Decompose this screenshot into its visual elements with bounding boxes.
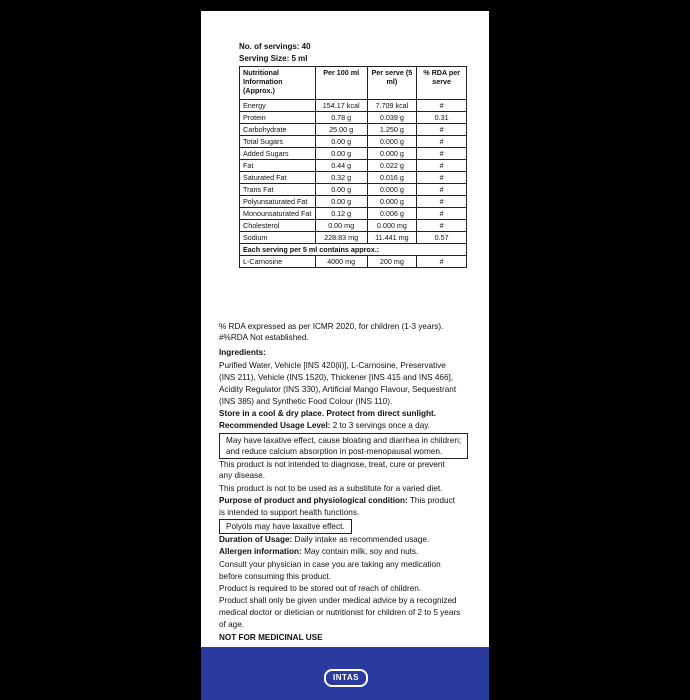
ingredients-line: (INS 385) and Synthetic Food Colour (INS 110). — [219, 397, 393, 406]
medical-line: of age. — [219, 620, 245, 629]
row-rda: # — [417, 100, 467, 112]
row-rda: # — [417, 184, 467, 196]
row-perserve: 0.039 g — [367, 112, 417, 124]
serving-size: Serving Size: 5 ml — [239, 54, 308, 63]
row-perserve: 1.250 g — [367, 124, 417, 136]
row-per100: 0.12 g — [315, 208, 367, 220]
usage-value: 2 to 3 servings once a day. — [330, 421, 431, 430]
table-row — [240, 208, 467, 220]
table-row — [240, 136, 467, 148]
product-label — [201, 11, 489, 700]
usage-label: Recommended Usage Level: — [219, 421, 331, 430]
row-rda: 0.31 — [417, 112, 467, 124]
substitute-note: This product is not to be used as a substitute for a varied diet. — [219, 484, 443, 493]
disclaimer-line: any disease. — [219, 471, 265, 480]
row-perserve: 0.000 g — [367, 148, 417, 160]
purpose-value: This product — [407, 496, 455, 505]
row-name: Sodium — [240, 232, 316, 244]
row-name: Cholesterol — [240, 220, 316, 232]
row-name: Carbohydrate — [240, 124, 316, 136]
row-per100: 0.00 g — [315, 148, 367, 160]
rda-na-note: #%RDA Not established. — [219, 333, 309, 342]
table-row — [240, 160, 467, 172]
row-per100: 228.83 mg — [315, 232, 367, 244]
warning-box — [219, 433, 468, 459]
warning-box-frame — [219, 433, 468, 459]
row-name: Protein — [240, 112, 316, 124]
row-perserve: 0.000 g — [367, 184, 417, 196]
allergen-line — [219, 546, 484, 557]
row-perserve: 7.709 kcal — [367, 100, 417, 112]
row-rda: # — [417, 160, 467, 172]
col-head-rda: % RDA per serve — [417, 67, 467, 100]
nutrition-table — [239, 66, 467, 268]
children-note: Product is required to be stored out of reach of children. — [219, 584, 422, 593]
row-name: Fat — [240, 160, 316, 172]
row-name: Saturated Fat — [240, 172, 316, 184]
row-name: Polyunsaturated Fat — [240, 196, 316, 208]
duration-line — [219, 534, 484, 545]
row-perserve: 0.000 mg — [367, 220, 417, 232]
intas-logo: INTAS — [324, 669, 368, 687]
row-perserve: 0.000 g — [367, 136, 417, 148]
purpose-line-2: is intended to support health functions. — [219, 508, 360, 517]
row-per100: 0.00 g — [315, 196, 367, 208]
row-rda: # — [417, 256, 467, 268]
row-rda: # — [417, 136, 467, 148]
table-row — [240, 256, 467, 268]
table-row — [240, 172, 467, 184]
col-head-per-serve: Per serve (5 ml) — [367, 67, 417, 100]
polyols-text: Polyols may have laxative effect. — [219, 519, 352, 534]
disclaimer-line: This product is not intended to diagnose, treat, cure or prevent — [219, 460, 445, 469]
consult-line: Consult your physician in case you are taking any medication — [219, 560, 441, 569]
row-rda: # — [417, 148, 467, 160]
table-row — [240, 184, 467, 196]
row-perserve: 0.006 g — [367, 208, 417, 220]
each-serving-heading: Each serving per 5 ml contains approx.: — [240, 244, 467, 256]
ingredients-heading: Ingredients: — [219, 348, 266, 357]
row-per100: 4000 mg — [315, 256, 367, 268]
duration-label: Duration of Usage: — [219, 535, 293, 544]
polyols-box — [219, 519, 352, 534]
brand-footer — [201, 647, 489, 700]
table-row — [240, 220, 467, 232]
table-row — [240, 112, 467, 124]
row-rda: # — [417, 172, 467, 184]
row-per100: 0.44 g — [315, 160, 367, 172]
table-row — [240, 196, 467, 208]
row-per100: 0.78 g — [315, 112, 367, 124]
medical-line: Product shall only be given under medical advice by a recognized — [219, 596, 457, 605]
row-name: Energy — [240, 100, 316, 112]
row-per100: 0.00 g — [315, 136, 367, 148]
row-name: Trans Fat — [240, 184, 316, 196]
row-name: Monounsaturated Fat — [240, 208, 316, 220]
each-serving-row — [240, 244, 467, 256]
table-header-row — [240, 67, 467, 100]
purpose-label: Purpose of product and physiological condition: — [219, 496, 408, 505]
allergen-value: May contain milk, soy and nuts. — [301, 547, 419, 556]
ingredients-line: Purified Water, Vehicle [INS 420(ii)], L-Carnosine, Preservative — [219, 361, 446, 370]
row-per100: 0.00 g — [315, 184, 367, 196]
row-perserve: 11.441 mg — [367, 232, 417, 244]
table-row — [240, 100, 467, 112]
row-name: Added Sugars — [240, 148, 316, 160]
row-rda: # — [417, 208, 467, 220]
allergen-label: Allergen information: — [219, 547, 302, 556]
row-name: Total Sugars — [240, 136, 316, 148]
col-head-nutrient: Nutritional Information (Approx.) — [240, 67, 316, 100]
not-medicinal: NOT FOR MEDICINAL USE — [219, 633, 323, 642]
storage-instruction: Store in a cool & dry place. Protect from direct sunlight. — [219, 409, 437, 418]
consult-line: before consuming this product. — [219, 572, 331, 581]
row-perserve: 0.022 g — [367, 160, 417, 172]
row-rda: # — [417, 196, 467, 208]
col-head-per-100ml: Per 100 ml — [315, 67, 367, 100]
row-perserve: 200 mg — [367, 256, 417, 268]
servings-count: No. of servings: 40 — [239, 42, 311, 51]
warning-line: May have laxative effect, cause bloating and diarrhea in children; — [226, 436, 462, 445]
row-per100: 0.00 mg — [315, 220, 367, 232]
ingredients-line: (INS 211), Vehicle (INS 1520), Thickener [INS 415 and INS 466], — [219, 373, 454, 382]
row-per100: 154.17 kcal — [315, 100, 367, 112]
row-name: L-Carnosine — [240, 256, 316, 268]
ingredients-line: Acidity Regulator (INS 330), Artificial Mango Flavour, Sequestrant — [219, 385, 457, 394]
row-rda: # — [417, 124, 467, 136]
row-perserve: 0.000 g — [367, 196, 417, 208]
rda-note: % RDA expressed as per ICMR 2020, for children (1-3 years). — [219, 322, 444, 331]
table-row — [240, 232, 467, 244]
row-per100: 0.32 g — [315, 172, 367, 184]
row-rda: 0.57 — [417, 232, 467, 244]
medical-line: medical doctor or dietician or nutritionist for children of 2 to 5 years — [219, 608, 461, 617]
usage-level — [219, 420, 484, 431]
table-row — [240, 124, 467, 136]
table-row — [240, 148, 467, 160]
warning-line: and reduce calcium absorption in post-menopausal women. — [226, 447, 443, 456]
row-perserve: 0.016 g — [367, 172, 417, 184]
duration-value: Daily intake as recommended usage. — [292, 535, 430, 544]
row-per100: 25.00 g — [315, 124, 367, 136]
row-rda: # — [417, 220, 467, 232]
purpose-line — [219, 495, 484, 506]
